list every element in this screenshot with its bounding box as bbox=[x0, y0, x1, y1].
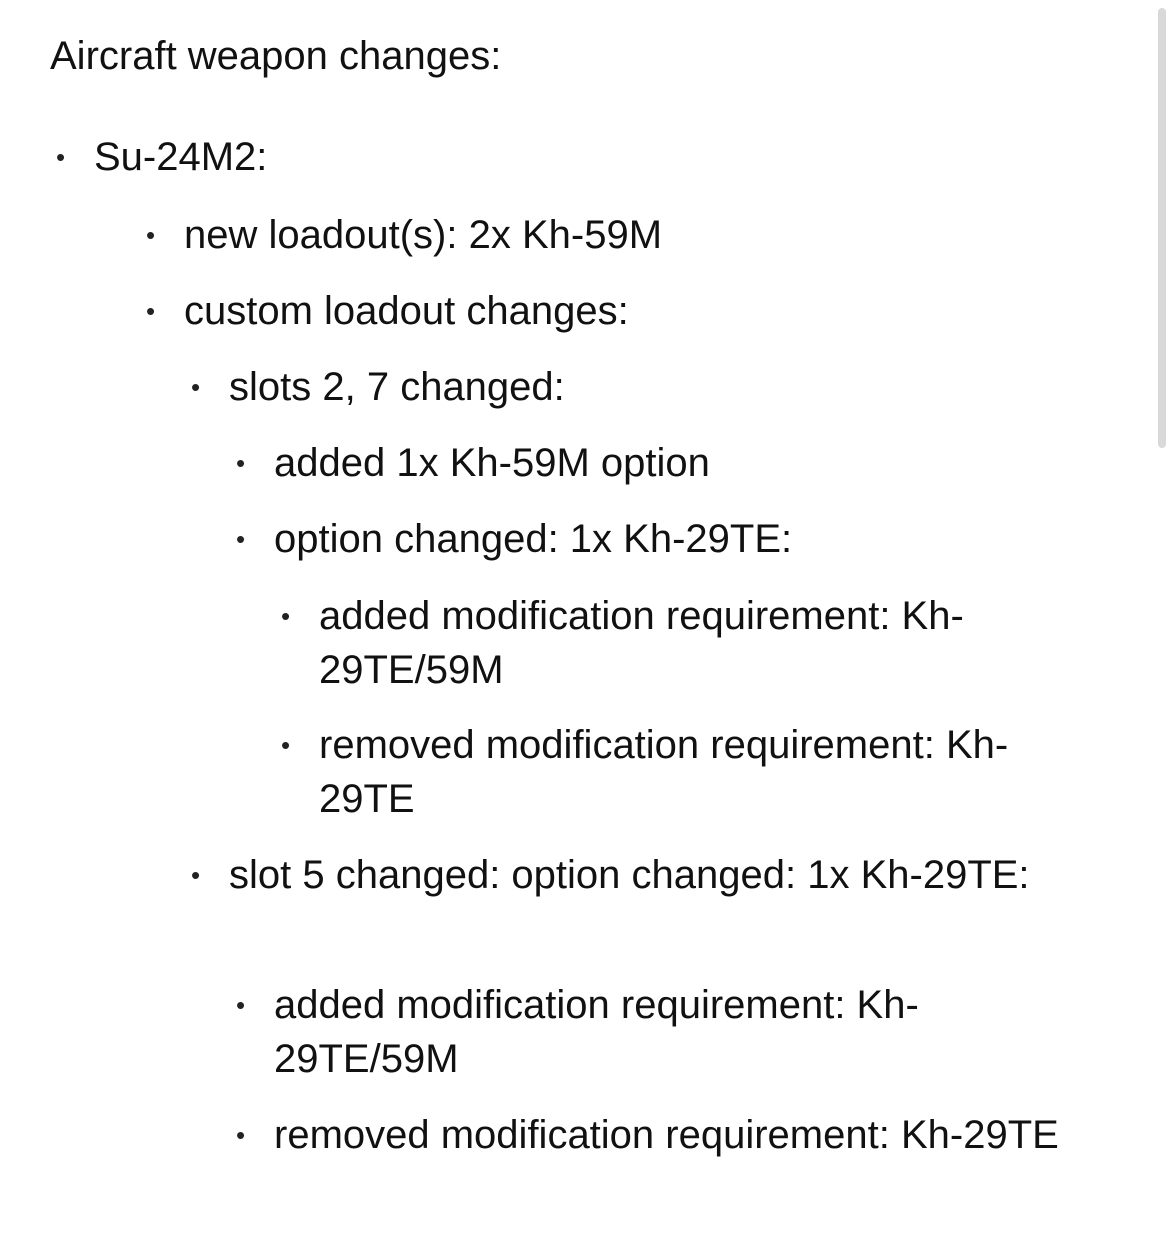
bullet: • bbox=[191, 372, 201, 402]
list-item-text: Su-24M2: bbox=[94, 135, 268, 179]
bullet: • bbox=[281, 601, 291, 631]
bullet: • bbox=[236, 448, 246, 478]
bullet: • bbox=[236, 524, 246, 554]
list-item-removed-mod-req-2 bbox=[236, 1108, 1060, 1162]
list-item-text: added 1x Kh-59M option bbox=[274, 441, 710, 485]
list-item-added-mod-req-2 bbox=[236, 978, 1060, 1086]
bullet: • bbox=[56, 142, 66, 172]
list-item-option-changed bbox=[236, 512, 1060, 566]
list-item-text: slot 5 changed: option changed: 1x Kh-29TE: bbox=[229, 853, 1030, 897]
page-heading: Aircraft weapon changes: bbox=[50, 34, 502, 78]
list-item-text: custom loadout changes: bbox=[184, 289, 629, 333]
bullet: • bbox=[191, 860, 201, 890]
list-item-text: removed modification requirement: Kh-29TE bbox=[319, 723, 1009, 821]
list-item-custom-loadout bbox=[146, 284, 1060, 338]
list-item-text: removed modification requirement: Kh-29TE bbox=[274, 1113, 1059, 1157]
bullet: • bbox=[146, 220, 156, 250]
list-item-slot-5 bbox=[191, 848, 1060, 902]
list-item-text: added modification requirement: Kh-29TE/59M bbox=[319, 594, 964, 692]
list-item-new-loadouts bbox=[146, 208, 1060, 262]
vertical-scrollbar[interactable] bbox=[1158, 8, 1166, 448]
bullet: • bbox=[236, 1120, 246, 1150]
bullet: • bbox=[281, 730, 291, 760]
list-item-text: slots 2, 7 changed: bbox=[229, 365, 565, 409]
list-item-text: new loadout(s): 2x Kh-59M bbox=[184, 213, 663, 257]
list-item-slots-2-7 bbox=[191, 360, 1060, 414]
bullet: • bbox=[146, 296, 156, 326]
list-item-added-mod-req bbox=[281, 589, 1060, 697]
list-item-su24m2 bbox=[56, 130, 1060, 184]
list-item-text: added modification requirement: Kh-29TE/59M bbox=[274, 983, 919, 1081]
bullet: • bbox=[236, 990, 246, 1020]
list-item-removed-mod-req bbox=[281, 718, 1060, 826]
list-item-added-option bbox=[236, 436, 1060, 490]
list-item-text: option changed: 1x Kh-29TE: bbox=[274, 517, 793, 561]
